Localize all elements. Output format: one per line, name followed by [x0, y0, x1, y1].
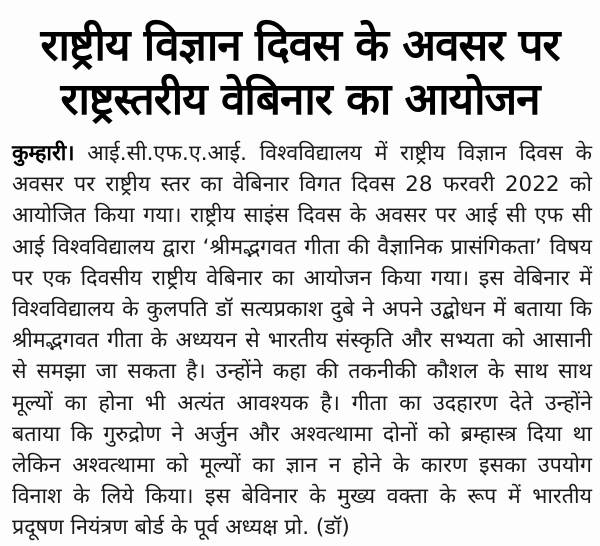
dateline: कुम्हारी।: [12, 141, 75, 166]
headline-line-1: राष्ट्रीय विज्ञान दिवस के अवसर पर: [40, 20, 560, 71]
article-text: आई.सी.एफ.ए.आई. विश्वविद्यालय में राष्ट्रीय विज्ञान दिवस के अवसर पर राष्ट्रीय स्तर का वेबिनार विगत दिवस 28 फरवरी 2022 को आयोजित किया गया। राष्ट्रीय साइंस दिवस के अवसर पर आई सी एफ सी आई विश्वविद्यालय द्वारा ‘श्रीमद्भगवत गीता की वैज्ञानिक प्रासंगिकता’ विषय पर एक दिवसीय राष्ट्रीय वेबिनार का आयोजन किया गया। इस वेबिनार में विश्वविद्यालय के कुलपति डॉ सत्यप्रकाश दुबे ने अपने उद्बोधन में बताया कि श्रीमद्भगवत गीता के अध्ययन से भारतीय संस्कृति और सभ्यता को आसानी से समझा जा सकता है। उन्होंने कहा की तकनीकी कौशल के साथ साथ मूल्यों का होना भी अत्यंत आवश्यक है। गीता का उदहारण देते उन्होंने बताया कि गुरुद्रोण ने अर्जुन और अश्वत्थामा दोनों को ब्रम्हास्त्र दिया था लेकिन अश्वत्थामा को मूल्यों का ज्ञान न होने के कारण इसका उपयोग विनाश के लिये किया। इस बेविनार के मुख्य वक्ता के रूप में भारतीय प्रदूषण नियंत्रण बोर्ड के पूर्व अध्यक्ष प्रो. (डॉ): [12, 141, 592, 541]
headline-line-2: राष्ट्रस्तरीय वेबिनार का आयोजन: [60, 74, 540, 125]
article-body: [12, 138, 592, 544]
